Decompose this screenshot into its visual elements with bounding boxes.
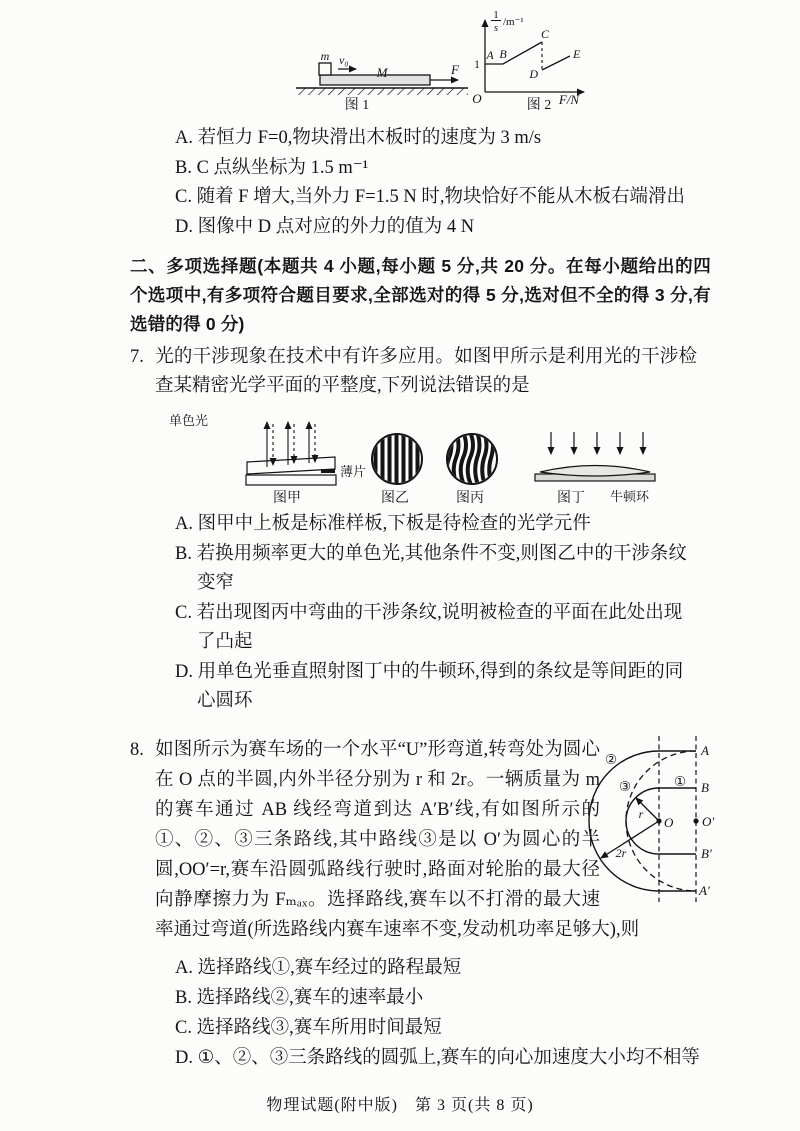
point-B-prime-label: B′ bbox=[701, 845, 712, 861]
question-6-options bbox=[175, 124, 711, 242]
point-A-label: A bbox=[701, 742, 709, 758]
block bbox=[319, 63, 331, 75]
fig1-block-on-plank bbox=[296, 49, 468, 113]
x-axis-label: F/N bbox=[558, 92, 580, 107]
option-8B: B. 选择路线②,赛车的速率最小 bbox=[175, 987, 424, 1008]
route-1-label: ① bbox=[673, 773, 687, 790]
page-content bbox=[130, 124, 715, 1073]
lower-plate bbox=[246, 475, 336, 485]
point-E-label: E bbox=[573, 47, 581, 61]
y-label-numerator: 1 bbox=[493, 9, 499, 21]
point-B-label: B bbox=[499, 47, 507, 61]
point-A-prime-label: A′ bbox=[699, 882, 710, 898]
option-6C: C. 随着 F 增大,当外力 F=1.5 N 时,物块恰好不能从木板右端滑出 bbox=[175, 187, 685, 207]
fig2-graph bbox=[472, 9, 584, 113]
fig-bing-caption: 图丙 bbox=[456, 491, 484, 506]
option-8C: C. 选择路线③,赛车所用时间最短 bbox=[175, 1017, 442, 1038]
option-6D: D. 图像中 D 点对应的外力的值为 4 N bbox=[175, 216, 475, 237]
point-A-label: A bbox=[486, 48, 494, 62]
force-label: F bbox=[451, 62, 459, 77]
racetrack-figure bbox=[594, 727, 800, 911]
route-2-label: ② bbox=[604, 751, 618, 768]
point-C-label: C bbox=[540, 27, 550, 41]
question-8-number: 8. bbox=[130, 739, 144, 760]
route-3-label: ③ bbox=[618, 778, 632, 795]
question-8-stem bbox=[130, 735, 715, 945]
plank bbox=[320, 75, 430, 85]
question-8-text: 如图所示为赛车场的一个水平“U”形弯道,转弯处为圆心在 O 点的半圆,内外半径分别为 r 和 2r。一辆质量为 m 的赛车通过 AB 线经弯道到达 A′B′线,有如图所示的①、②、③三条路线,其中路线③是以 O′为圆心的半圆,OO′=r,赛车沿圆弧路线行驶时,路面对轮胎的最大径向静摩擦力为 Fₘₐₓ。选择路线,赛车以不打滑的最大速率通过弯道(所选路线内赛车速率不变,发动机功率足够大),则 bbox=[155, 739, 640, 940]
fig-yi-caption: 图乙 bbox=[381, 491, 409, 506]
section-2-header: 二、多项选择题(本题共 4 小题,每小题 5 分,共 20 分。在每小题给出的四个选项中,有多项符合题目要求,全部选对的得 5 分,选对但不全的得 3 分,有选错的得 0 分) bbox=[130, 256, 711, 334]
y-label-unit: /m⁻¹ bbox=[503, 16, 524, 28]
y-label-denominator: s bbox=[493, 22, 499, 34]
center-O-label: O bbox=[664, 814, 674, 830]
graph-line-DE bbox=[542, 56, 570, 70]
fig-ding-caption: 图丁 bbox=[557, 491, 585, 506]
figure-block-and-graph bbox=[288, 6, 600, 120]
fig-ding-newton-rings bbox=[535, 432, 655, 506]
plank-mass-label: M bbox=[376, 65, 388, 80]
block-mass-label: m bbox=[320, 49, 330, 63]
monochromatic-light-label: 单色光 bbox=[169, 413, 209, 428]
outer-radius-label: 2r bbox=[615, 845, 627, 860]
option-6A: A. 若恒力 F=0,物块滑出木板时的速度为 3 m/s bbox=[175, 128, 542, 148]
thin-film-spacer bbox=[321, 469, 335, 473]
origin-label: O bbox=[472, 91, 482, 106]
convex-lens bbox=[540, 466, 650, 477]
question-8-options bbox=[175, 953, 711, 1073]
newton-rings-label: 牛顿环 bbox=[610, 489, 650, 504]
question-8-figure bbox=[600, 735, 715, 907]
center-O-prime-label: O′ bbox=[702, 813, 715, 829]
option-7B: B. 若换用频率更大的单色光,其他条件不变,则图乙中的干涉条纹变窄 bbox=[175, 543, 687, 593]
incident-rays bbox=[551, 432, 643, 454]
option-7C: C. 若出现图丙中弯曲的干涉条纹,说明被检查的平面在此处出现了凸起 bbox=[175, 602, 683, 652]
thin-film-label: 薄片 bbox=[340, 464, 367, 479]
option-8D: D. ①、②、③三条路线的圆弧上,赛车的向心加速度大小均不相等 bbox=[175, 1047, 700, 1068]
question-7-number: 7. bbox=[130, 347, 144, 367]
fig2-caption: 图 2 bbox=[526, 98, 552, 113]
fig-jia-wedge bbox=[169, 413, 366, 506]
option-8A: A. 选择路线①,赛车经过的路程最短 bbox=[175, 957, 462, 978]
fig-yi-straight-fringes bbox=[372, 433, 422, 506]
velocity-label: v₀ bbox=[339, 53, 349, 67]
question-7-stem bbox=[130, 343, 711, 401]
inner-radius-label: r bbox=[638, 806, 644, 821]
fig-jia-caption: 图甲 bbox=[273, 491, 301, 506]
question-7-figure bbox=[130, 412, 711, 508]
option-7A: A. 图甲中上板是标准样板,下板是待检查的光学元件 bbox=[175, 514, 591, 534]
option-7D: D. 用单色光垂直照射图丁中的牛顿环,得到的条纹是等间距的同心圆环 bbox=[175, 661, 684, 711]
point-D-label: D bbox=[529, 67, 538, 81]
question-7-text: 光的干涉现象在技术中有许多应用。如图甲所示是利用光的干涉检查某精密光学平面的平整度,下列说法错误的是 bbox=[155, 347, 697, 396]
y-tick-1: 1 bbox=[474, 57, 480, 71]
center-O-prime-dot bbox=[693, 818, 698, 823]
fig-bing-bent-fringes bbox=[447, 432, 497, 506]
question-7-options bbox=[175, 510, 711, 717]
interference-figure bbox=[163, 412, 697, 508]
point-B-label: B bbox=[701, 779, 709, 795]
page-footer: 物理试题(附中版) 第 3 页(共 8 页) bbox=[266, 1097, 534, 1114]
ground-hatching bbox=[296, 88, 468, 95]
fig1-caption: 图 1 bbox=[344, 98, 370, 113]
outer-track-edge bbox=[589, 751, 696, 891]
option-6B: B. C 点纵坐标为 1.5 m⁻¹ bbox=[175, 157, 369, 178]
